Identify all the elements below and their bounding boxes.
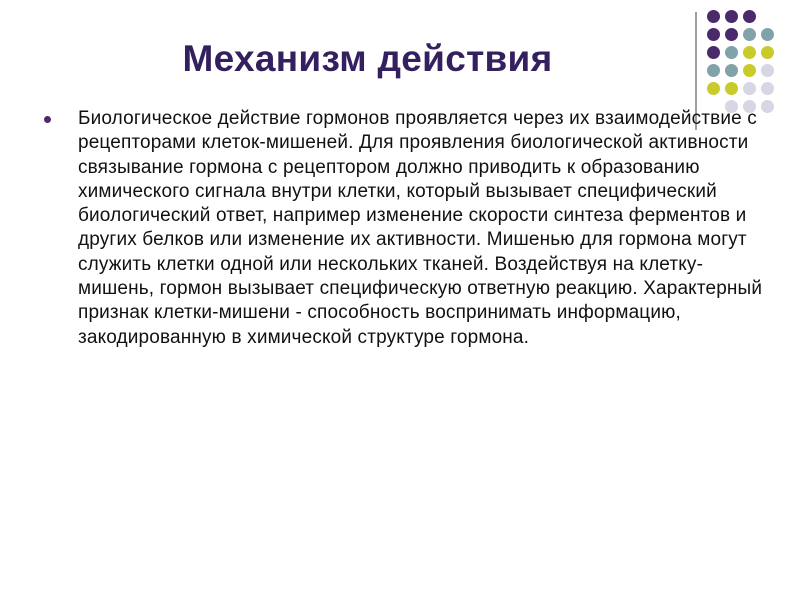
bullet-icon xyxy=(44,116,51,123)
decorative-dot xyxy=(743,46,756,59)
decorative-dot xyxy=(761,28,774,41)
decorative-dot xyxy=(707,82,720,95)
decorative-dot xyxy=(743,28,756,41)
decorative-dot xyxy=(743,82,756,95)
decorative-dot xyxy=(761,82,774,95)
decorative-dot xyxy=(743,10,756,23)
decorative-dot xyxy=(725,82,738,95)
slide-title: Механизм действия xyxy=(182,38,553,79)
decorative-dot xyxy=(761,46,774,59)
decorative-dot xyxy=(707,10,720,23)
decorative-dot xyxy=(761,64,774,77)
bullet-list xyxy=(44,107,774,350)
decorative-dot xyxy=(725,10,738,23)
decorative-dot xyxy=(743,64,756,77)
bullet-paragraph: Биологическое действие гормонов проявляется через их взаимодействие с рецепторами клеток-мишеней. Для проявления биологической активности связывание гормона с рецептором должно приводить к образованию химического сигнала внутри клетки, который вызывает специфический биологический ответ, например изменение скорости синтеза ферментов и других белков или изменение их активности. Мишенью для гормона могут служить клетки одной или нескольких тканей. Воздействуя на клетку-мишень, гормон вызывает специфическую ответную реакцию. Характерный признак клетки-мишени - способность воспринимать информацию, закодированную в химической структуре гормона. xyxy=(78,108,763,348)
